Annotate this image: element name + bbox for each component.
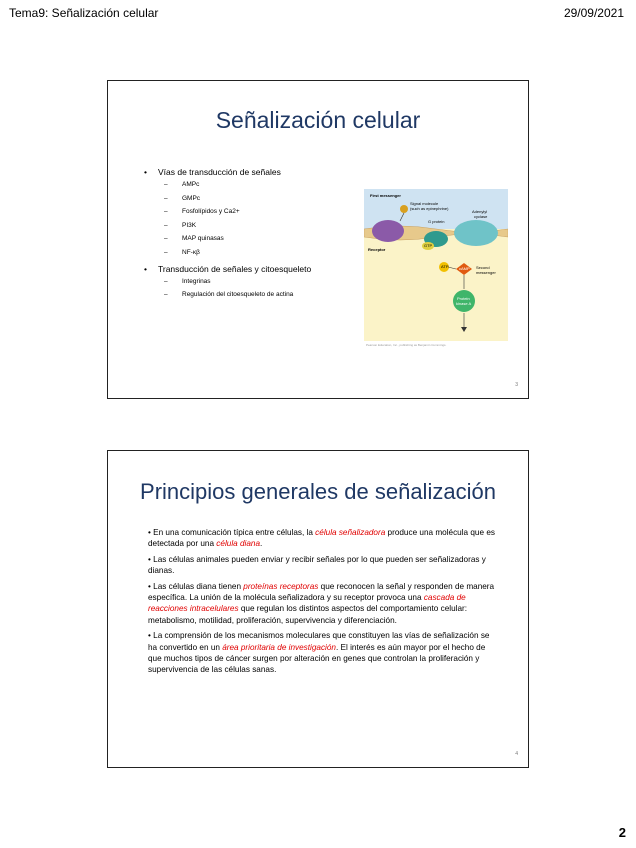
bullet-list [144, 167, 364, 302]
label-messenger: messenger [476, 270, 496, 275]
highlight-text: célula señalizadora [315, 528, 386, 537]
paragraph [148, 630, 500, 676]
slide-1 [107, 80, 529, 399]
receptor-shape [372, 220, 404, 242]
slide-body [148, 527, 500, 680]
slide-2 [107, 450, 529, 768]
bullet-item: • Vías de transducción de señales [144, 167, 281, 177]
highlight-text: célula diana [216, 539, 260, 549]
label-atp: ATP [441, 264, 449, 269]
sub-bullet-item: – Integrinas [164, 277, 211, 285]
sub-bullet-item: – Regulación del citoesqueleto de actina [164, 291, 294, 299]
bullet-item: • Transducción de señales y citoesqueleto [144, 263, 312, 274]
label-g-protein: G protein [428, 219, 445, 224]
sub-bullet-text: Integrinas [182, 277, 211, 285]
figure-caption: Pearson Education, Inc., publishing as Benjamin Cummings. [366, 343, 447, 347]
sub-bullet-text: AMPc [182, 181, 200, 188]
sub-bullet-text: GMPc [182, 194, 201, 202]
highlight-text: cascada de reacciones intracelulares [148, 593, 466, 614]
sub-bullet-text: NF-κβ [182, 248, 200, 256]
label-first-messenger: First messenger [370, 193, 401, 198]
label-gtp: GTP [424, 243, 433, 248]
label-signal-molecule-sub: (such as epinephrine) [410, 206, 449, 211]
slide-title: Principios generales de señalización [140, 479, 496, 504]
text-run: • Las células diana tienen [148, 581, 244, 591]
paragraph [148, 527, 500, 550]
sub-bullet-text: Regulación del citoesqueleto de actina [182, 291, 294, 299]
highlight-text: proteínas receptoras [243, 581, 319, 591]
bullet-text: Transducción de señales y citoesqueleto [158, 263, 312, 274]
slide-title: Señalización celular [215, 107, 421, 133]
signal-molecule-shape [400, 205, 408, 213]
sub-bullet-item: – AMPc [164, 181, 200, 188]
slide-number: 4 [515, 751, 518, 757]
slide-number: 3 [515, 382, 518, 388]
text-run: que reconocen la señal y responden de manera específica. La unión de la molécula señalizadora y su receptor provoca una [148, 581, 495, 603]
paragraph [148, 581, 500, 627]
sub-bullet-item: – NF-κβ [164, 248, 200, 256]
sub-bullet-text: Fosfolípidos y Ca2+ [182, 208, 240, 216]
label-receptor: Receptor [368, 247, 386, 252]
sub-bullet-text: MAP quinasas [182, 235, 224, 243]
signaling-pathway-figure [364, 189, 508, 341]
sub-bullet-item: – PI3K [164, 221, 197, 229]
label-cyclase: cyclase [474, 214, 488, 219]
sub-bullet-item: – MAP quinasas [164, 235, 224, 243]
sub-bullet-item: – GMPc [164, 194, 201, 202]
document-header-title: Tema9: Señalización celular [9, 6, 159, 20]
text-run: produce una molécula que es detectada por una [148, 528, 495, 549]
label-kinase: kinase A [456, 301, 472, 306]
text-run: • La comprensión de los mecanismos moleculares que constituyen las vías de señalización se ha convertido en un [148, 631, 490, 652]
sub-bullet-text: PI3K [182, 221, 197, 229]
label-adenylyl: Adenylyl [472, 209, 488, 214]
label-signal-molecule: Signal molecule [410, 201, 439, 206]
page-number: 2 [618, 825, 626, 840]
text-run: . [260, 539, 263, 549]
text-run: que regulan los distintos aspectos del comportamiento celular: metabolismo, motilidad, proliferación, supervivencia y diferenciación. [148, 604, 468, 625]
label-second: Second [476, 265, 490, 270]
label-protein: Protein [457, 296, 470, 301]
highlight-text: área prioritaria de investigación [222, 642, 336, 652]
adenylyl-cyclase-shape [454, 220, 498, 246]
text-run: . El interés es aún mayor por el hecho de que muchos tipos de cáncer surgen por alteración en genes que controlan la proliferación y supervivencia de las células sanas. [148, 642, 486, 675]
bullet-text: Vías de transducción de señales [158, 167, 281, 177]
label-camp: cAMP [459, 266, 470, 271]
sub-bullet-item: – Fosfolípidos y Ca2+ [164, 208, 240, 216]
paragraph [148, 554, 500, 577]
text-run: • Las células animales pueden enviar y recibir señales por lo que pueden ser señalizadoras y dianas. [148, 554, 486, 576]
document-header-date: 29/09/2021 [563, 6, 624, 20]
text-run: • En una comunicación típica entre células, la [148, 528, 316, 537]
